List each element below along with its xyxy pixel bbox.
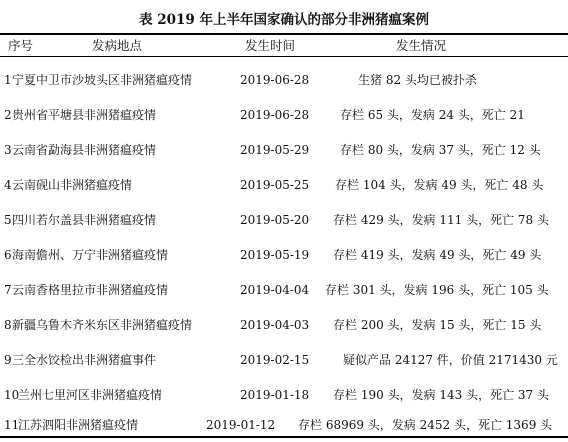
row-status: 存栏 419 头，发病 49 头，死亡 49 头 [333,248,542,262]
row-location: 海南儋州、万宁非洲猪瘟疫情 [12,248,169,262]
row-time: 2019-05-20 [240,213,310,227]
header-index: 序号 [8,38,34,53]
row-time: 2019-04-04 [240,283,310,297]
row-time: 2019-02-15 [240,353,310,367]
row-status: 生猪 82 头均已被扑杀 [358,73,477,87]
header-status: 发生情况 [396,38,447,53]
row-index: 11 [4,418,20,432]
row-index: 6 [4,248,12,262]
row-status: 存栏 190 头，发病 143 头，死亡 37 头 [333,388,549,402]
row-status: 存栏 80 头，发病 37 头，死亡 12 头 [340,143,541,157]
row-index: 7 [4,283,12,297]
row-time: 2019-06-28 [240,73,310,87]
row-location: 云南香格里拉市非洲猪瘟疫情 [12,283,169,297]
table-row [0,378,568,412]
table-row [0,63,568,97]
header-location: 发病地点 [92,38,143,53]
table-row [0,133,568,167]
header-time: 发生时间 [245,38,296,53]
row-time: 2019-05-29 [240,143,310,157]
row-location: 兰州七里河区非洲猪瘟疫情 [18,388,163,402]
table-header-row [0,36,568,56]
table-bottom-rule [0,436,568,438]
row-status: 存栏 104 头，发病 49 头，死亡 48 头 [335,178,544,192]
table-row [0,308,568,342]
row-index: 1 [4,73,12,87]
row-index: 2 [4,108,12,122]
row-index: 4 [4,178,12,192]
row-status: 存栏 65 头，发病 24 头，死亡 21 [340,108,525,122]
table-caption: 表 2019 年上半年国家确认的部分非洲猪瘟案例 [139,12,429,28]
row-status: 存栏 429 头，发病 111 头，死亡 78 头 [333,213,549,227]
row-time: 2019-04-03 [240,318,310,332]
table-row [0,273,568,307]
table-row [0,98,568,132]
row-status: 疑似产品 24127 件，价值 2171430 元 [343,353,558,367]
table-top-rule [0,33,568,35]
row-index: 8 [4,318,12,332]
row-location: 宁夏中卫市沙坡头区非洲猪瘟疫情 [12,73,193,87]
row-time: 2019-01-12 [206,418,276,432]
row-status: 存栏 200 头，发病 15 头，死亡 15 头 [333,318,542,332]
table-row [0,238,568,272]
row-time: 2019-06-28 [240,108,310,122]
row-location: 新疆乌鲁木齐米东区非洲猪瘟疫情 [12,318,193,332]
row-index: 9 [4,353,12,367]
row-status: 存栏 301 头，发病 196 头，死亡 105 头 [325,283,549,297]
table-row [0,343,568,377]
row-location: 江苏泗阳非洲猪瘟疫情 [18,418,139,432]
row-location: 四川若尔盖县非洲猪瘟疫情 [12,213,157,227]
table-header-rule [0,56,568,57]
row-status: 存栏 68969 头，发病 2452 头，死亡 1369 头 [298,418,553,432]
table-row [0,168,568,202]
row-index: 5 [4,213,12,227]
table-row [0,203,568,237]
row-index: 3 [4,143,12,157]
row-location: 云南省勐海县非洲猪瘟疫情 [12,143,157,157]
row-time: 2019-05-25 [240,178,310,192]
row-index: 10 [4,388,20,402]
row-location: 贵州省平塘县非洲猪瘟疫情 [12,108,157,122]
row-location: 三全水饺检出非洲猪瘟事件 [12,353,157,367]
row-time: 2019-01-18 [240,388,310,402]
row-time: 2019-05-19 [240,248,310,262]
row-location: 云南砚山非洲猪瘟疫情 [12,178,133,192]
